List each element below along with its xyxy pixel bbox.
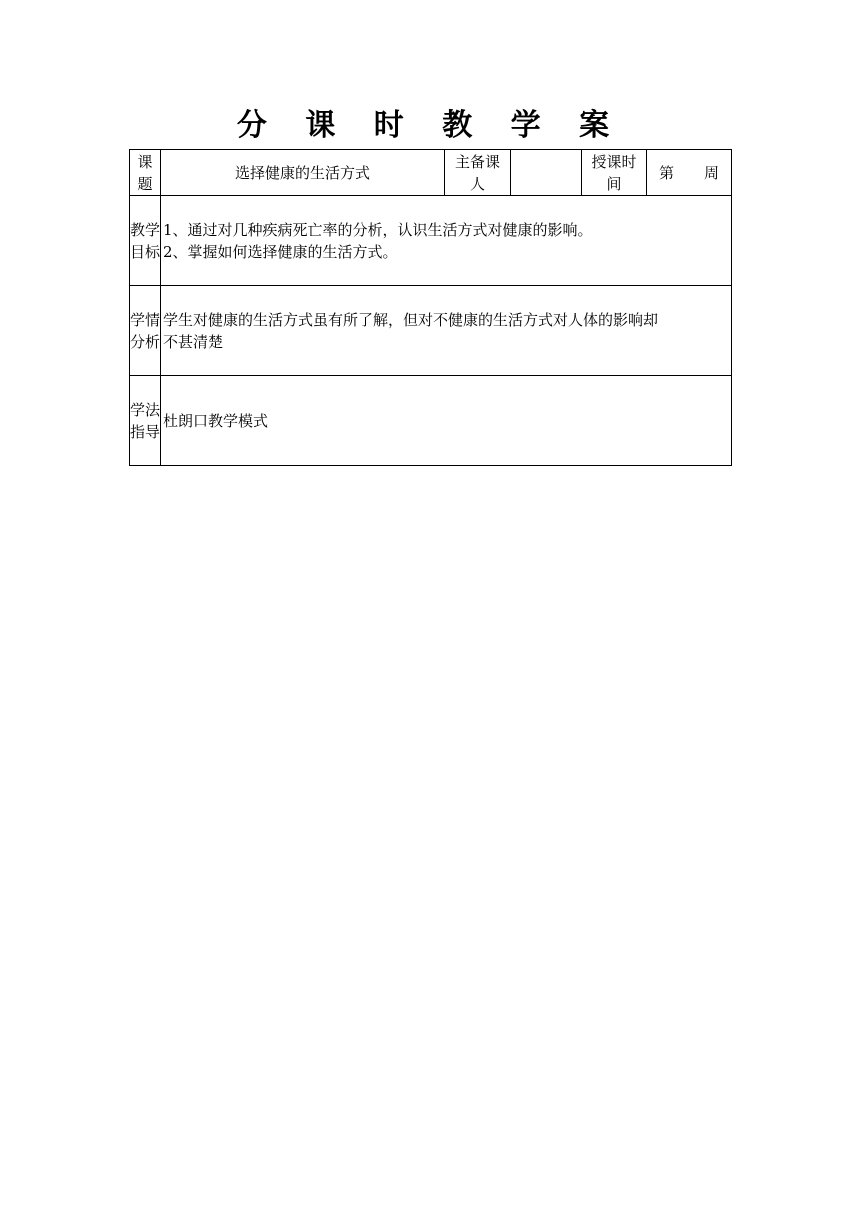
goals-row (130, 196, 732, 286)
method-label: 学法指导 (130, 376, 161, 466)
goal-item-2: 2、掌握如何选择健康的生活方式。 (163, 242, 398, 261)
analysis-row (130, 286, 732, 376)
analysis-content (161, 286, 732, 376)
method-content (161, 376, 732, 466)
goal-item-1: 1、通过对几种疾病死亡率的分析，认识生活方式对健康的影响。 (163, 220, 593, 239)
method-row (130, 376, 732, 466)
teaching-time-label: 授课时间 (582, 150, 647, 196)
topic-value: 选择健康的生活方式 (161, 150, 445, 196)
analysis-line-2: 不甚清楚 (163, 332, 224, 351)
header-row (130, 150, 732, 196)
preparer-label: 主备课人 (445, 150, 511, 196)
analysis-label: 学情分析 (130, 286, 161, 376)
page-title: 分 课 时 教 学 案 (236, 108, 624, 143)
topic-label: 课题 (130, 150, 161, 196)
week-value: 第 周 (647, 150, 732, 196)
analysis-line-1: 学生对健康的生活方式虽有所了解，但对不健康的生活方式对人体的影响却 (163, 310, 659, 329)
goals-label: 教学目标 (130, 196, 161, 286)
method-line-1: 杜朗口教学模式 (163, 411, 269, 430)
lesson-plan-table (129, 149, 732, 466)
goals-content (161, 196, 732, 286)
preparer-value (511, 150, 582, 196)
